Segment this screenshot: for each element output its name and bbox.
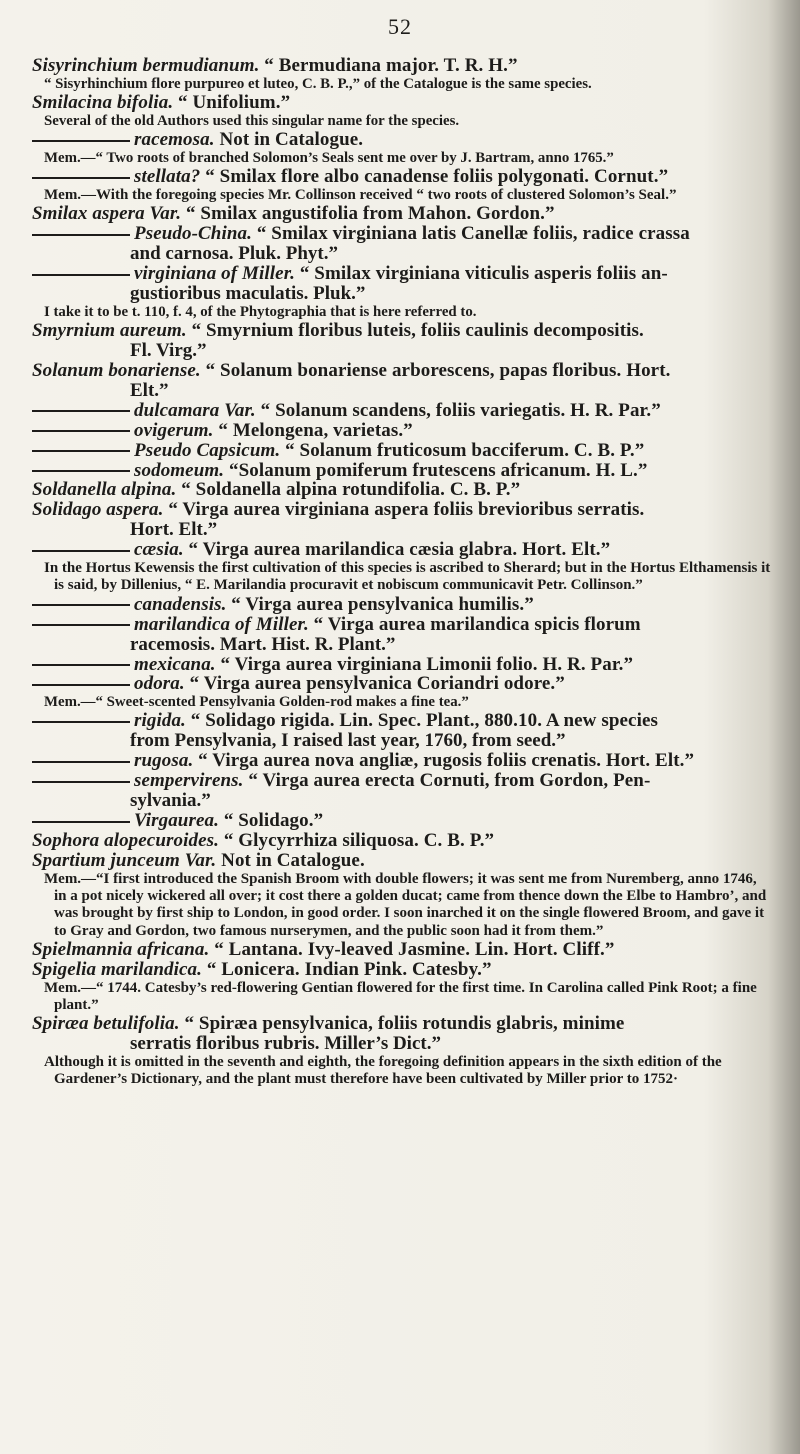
genus-name: Smyrnium (32, 319, 116, 341)
catalogue-text (32, 56, 772, 1089)
entry-main-line (32, 264, 772, 284)
entry-main-line (32, 960, 772, 980)
entry-main-line (32, 595, 772, 615)
synonym-quote: “ Glycyrrhiza siliquosa. (223, 830, 419, 852)
entry-main-line (32, 224, 772, 244)
genus-name: Spiræa (32, 1013, 89, 1035)
catalogue-entry (32, 1014, 772, 1088)
species-name: betulifolia. (93, 1013, 180, 1035)
species-name: africana. (137, 938, 210, 960)
species-name: ovigerum. (134, 419, 214, 441)
synonym-quote: “ Lantana. Ivy-leaved Jasmine. Lin. Hort. Cliff.” (214, 938, 615, 960)
species-name: marilandica of Miller. (134, 613, 309, 635)
ditto-rule (32, 550, 130, 552)
catalogue-entry (32, 655, 772, 675)
synonym-quote: “Solanum pomiferum frutescens africanum. (228, 459, 591, 481)
catalogue-entry (32, 615, 772, 655)
catalogue-entry (32, 811, 772, 831)
entry-main-line (32, 56, 772, 76)
entry-main-line (32, 540, 772, 560)
entry-main-line (32, 615, 772, 635)
authority: H. R. Par.” (542, 653, 634, 675)
catalogue-entry (32, 751, 772, 771)
synonym-quote: “ Virga aurea nova angliæ, rugosis foliis crenatis. (198, 750, 602, 772)
ditto-rule (32, 821, 130, 823)
species-name: Virgaurea. (134, 810, 219, 832)
entry-main-line (32, 940, 772, 960)
ditto-rule (32, 664, 130, 666)
ditto-rule (32, 604, 130, 606)
species-name: aureum. (120, 319, 187, 341)
entry-continuation: Hort. Elt.” (130, 519, 218, 541)
catalogue-entry (32, 130, 772, 167)
species-name: Pseudo-China. (134, 223, 252, 245)
ditto-rule (32, 721, 130, 723)
entry-continuation: and carnosa. Pluk. Phyt.” (130, 243, 338, 265)
entry-main-line (32, 1014, 772, 1034)
synonym-quote: “ Smilax angustifolia from Mahon. (185, 203, 472, 225)
catalogue-entry (32, 771, 772, 811)
entry-note: Mem.—With the foregoing species Mr. Collinson received “ two roots of clustered Solomon’s Seal.” (44, 186, 677, 203)
entry-main-line (32, 93, 772, 113)
species-name: alopecuroides. (104, 830, 219, 852)
entry-main-line (32, 655, 772, 675)
species-name: racemosa. (134, 129, 215, 150)
catalogue-entry (32, 264, 772, 321)
authority: H. L.” (595, 459, 648, 481)
catalogue-entry (32, 361, 772, 401)
species-name: stellata? (134, 166, 201, 187)
entry-main-line (32, 851, 772, 871)
synonym-quote: “ Spiræa pensylvanica, foliis rotundis glabris, minime (184, 1013, 625, 1035)
entry-note: Mem.—“ 1744. Catesby’s red-flowering Gentian flowered for the first time. In Carolina called Pink Root; a fine plant.” (44, 979, 757, 1014)
ditto-rule (32, 470, 130, 472)
synonym-quote: “ Lonicera. Indian Pink. Catesby.” (206, 958, 492, 980)
species-name: bonariense. (108, 359, 201, 381)
entry-main-line (32, 811, 772, 831)
species-name: bermudianum. (142, 55, 260, 76)
authority: Cornut.” (594, 166, 669, 187)
entry-continuation: gustioribus maculatis. Pluk.” (130, 282, 366, 304)
genus-name: Solanum (32, 359, 104, 381)
species-name: rigida. (134, 710, 186, 732)
ditto-rule (32, 781, 130, 783)
catalogue-entry (32, 674, 772, 711)
genus-name: Spigelia (32, 958, 97, 980)
species-name: junceum Var. (110, 850, 217, 871)
synonym-quote: “ Smilax virginiana latis Canellæ foliis, radice crassa (256, 223, 690, 245)
synonym-quote: “ Smilax flore albo canadense foliis polygonati. (205, 166, 590, 187)
entry-continuation: sylvania.” (130, 790, 211, 812)
entry-main-line (32, 130, 772, 150)
species-name: bifolia. (116, 92, 174, 113)
entry-note: In the Hortus Kewensis the first cultivation of this species is ascribed to Sherard; but in the Hortus Elthamensis it is said, by Dillenius, “ E. Marilandia procuravit et nobiscum communicavit Petr. Collinson.” (44, 560, 771, 594)
page-number: 52 (388, 14, 412, 39)
synonym-quote: “ Virga aurea virginiana aspera foliis brevioribus serratis. (168, 499, 645, 521)
authority: C. B. P.” (449, 479, 521, 501)
ditto-rule (32, 274, 130, 276)
entry-continuation: Fl. Virg.” (130, 339, 207, 361)
entry-note: Several of the old Authors used this singular name for the species. (44, 112, 460, 129)
entry-main-line (32, 480, 772, 500)
genus-name: Smilax (32, 203, 88, 225)
genus-name: Sophora (32, 830, 100, 852)
ditto-rule (32, 761, 130, 763)
ditto-rule (32, 140, 130, 142)
species-name: sempervirens. (134, 770, 244, 792)
ditto-rule (32, 177, 130, 179)
synonym-quote: “ Soldanella alpina rotundifolia. (181, 479, 445, 501)
catalogue-entry (32, 167, 772, 204)
species-name: canadensis. (134, 593, 227, 615)
synonym-quote: Not in Catalogue. (219, 129, 364, 150)
synonym-quote: “ Smyrnium floribus luteis, foliis caulinis decompositis. (191, 319, 644, 341)
entry-main-line (32, 711, 772, 731)
synonym-quote: “ Unifolium.” (178, 92, 291, 113)
ditto-rule (32, 450, 130, 452)
genus-name: Spielmannia (32, 938, 133, 960)
entry-note: Mem.—“ Two roots of branched Solomon’s Seals sent me over by J. Bartram, anno 1765.” (44, 149, 614, 166)
synonym-quote: “ Solidago.” (223, 810, 324, 832)
entry-main-line (32, 421, 772, 441)
species-name: sodomeum. (134, 459, 225, 481)
catalogue-entry (32, 960, 772, 1014)
entry-main-line (32, 361, 772, 381)
entry-continuation: serratis floribus rubris. Miller’s Dict.” (130, 1033, 441, 1055)
entry-note: “ Sisyrhinchium flore purpureo et luteo, C. B. P.,” of the Catalogue is the same species. (44, 75, 592, 92)
species-name: alpina. (121, 479, 177, 501)
genus-name: Spartium (32, 850, 106, 871)
species-name: virginiana of Miller. (134, 263, 295, 284)
catalogue-entry (32, 711, 772, 751)
synonym-quote: “ Solidago rigida. Lin. Spec. Plant., 880.10. A new species (190, 710, 658, 732)
species-name: aspera Var. (92, 203, 182, 225)
entry-continuation: Elt.” (130, 379, 169, 401)
ditto-rule (32, 684, 130, 686)
ditto-rule (32, 624, 130, 626)
genus-name: Smilacina (32, 92, 113, 113)
genus-name: Soldanella (32, 479, 117, 501)
catalogue-entry (32, 831, 772, 851)
catalogue-entry (32, 480, 772, 500)
catalogue-entry (32, 321, 772, 361)
catalogue-entry (32, 401, 772, 421)
catalogue-entry (32, 93, 772, 130)
catalogue-entry (32, 540, 772, 594)
entry-main-line (32, 751, 772, 771)
synonym-quote: Not in Catalogue. (221, 850, 365, 871)
entry-note: I take it to be t. 110, f. 4, of the Phytographia that is here referred to. (44, 303, 477, 320)
synonym-quote: “ Melongena, varietas.” (218, 419, 413, 441)
entry-main-line (32, 831, 772, 851)
entry-continuation: from Pensylvania, I raised last year, 1760, from seed.” (130, 730, 566, 752)
synonym-quote: “ Virga aurea marilandica cæsia glabra. (188, 539, 518, 561)
entry-main-line (32, 461, 772, 481)
authority: T. R. H.” (443, 55, 518, 76)
synonym-quote: “ Bermudiana major. (264, 55, 440, 76)
entry-note: Mem.—“I first introduced the Spanish Broom with double flowers; it was sent me from Nuremberg, anno 1746, in a pot nicely wickered all over; it cost there a golden ducat; came from thence down the Elbe to Hambro’, and was brought by first ship to London, in good order. I soon inarched it on the single flowered Broom, and gave it to Gray and Gordon, two famous nurserymen, and the public soon had it from them.” (44, 870, 767, 939)
synonym-quote: “ Virga aurea erecta Cornuti, from Gordon, Pen- (248, 770, 651, 792)
genus-name: Solidago (32, 499, 102, 521)
synonym-quote: “ Solanum fruticosum bacciferum. (285, 439, 570, 461)
species-name: Pseudo Capsicum. (134, 439, 281, 461)
catalogue-entry (32, 441, 772, 461)
species-name: odora. (134, 673, 185, 695)
species-name: mexicana. (134, 653, 216, 675)
catalogue-entry (32, 940, 772, 960)
authority: C. B. P.” (423, 830, 495, 852)
species-name: marilandica. (101, 958, 202, 980)
authority: Hort. Elt.” (605, 750, 695, 772)
entry-main-line (32, 500, 772, 520)
entry-main-line (32, 167, 772, 187)
catalogue-entry (32, 421, 772, 441)
entry-main-line (32, 441, 772, 461)
entry-main-line (32, 771, 772, 791)
entry-continuation: racemosis. Mart. Hist. R. Plant.” (130, 633, 396, 655)
authority: H. R. Par.” (570, 399, 661, 421)
entry-main-line (32, 204, 772, 224)
synonym-quote: “ Solanum scandens, foliis variegatis. (260, 399, 566, 421)
entry-note: Although it is omitted in the seventh and eighth, the foregoing definition appears in the sixth edition of the Gardener’s Dictionary, and the plant must therefore have been cultivated by Miller prior to 1752· (44, 1054, 722, 1088)
catalogue-entry (32, 461, 772, 481)
entry-main-line (32, 674, 772, 694)
authority: Hort. Elt.” (522, 539, 611, 561)
entry-note: Mem.—“ Sweet-scented Pensylvania Golden-rod makes a fine tea.” (44, 694, 469, 711)
species-name: dulcamara Var. (134, 399, 256, 421)
entry-main-line (32, 401, 772, 421)
genus-name: Sisyrinchium (32, 55, 138, 76)
synonym-quote: “ Virga aurea virginiana Limonii folio. (220, 653, 538, 675)
ditto-rule (32, 430, 130, 432)
species-name: aspera. (106, 499, 164, 521)
ditto-rule (32, 410, 130, 412)
catalogue-entry (32, 595, 772, 615)
synonym-quote: “ Virga aurea pensylvanica humilis.” (231, 593, 534, 615)
ditto-rule (32, 234, 130, 236)
catalogue-entry (32, 500, 772, 540)
catalogue-entry (32, 224, 772, 264)
synonym-quote: “ Virga aurea pensylvanica Coriandri odore.” (189, 673, 565, 695)
authority: Gordon.” (476, 203, 555, 225)
catalogue-entry (32, 204, 772, 224)
synonym-quote: “ Smilax virginiana viticulis asperis foliis an- (299, 263, 668, 284)
catalogue-entry (32, 851, 772, 940)
species-name: rugosa. (134, 750, 194, 772)
catalogue-entry (32, 56, 772, 93)
entry-main-line (32, 321, 772, 341)
synonym-quote: “ Virga aurea marilandica spicis florum (313, 613, 641, 635)
species-name: cæsia. (134, 539, 184, 561)
authority: C. B. P.” (573, 439, 645, 461)
synonym-quote: “ Solanum bonariense arborescens, papas floribus. Hort. (205, 359, 671, 381)
